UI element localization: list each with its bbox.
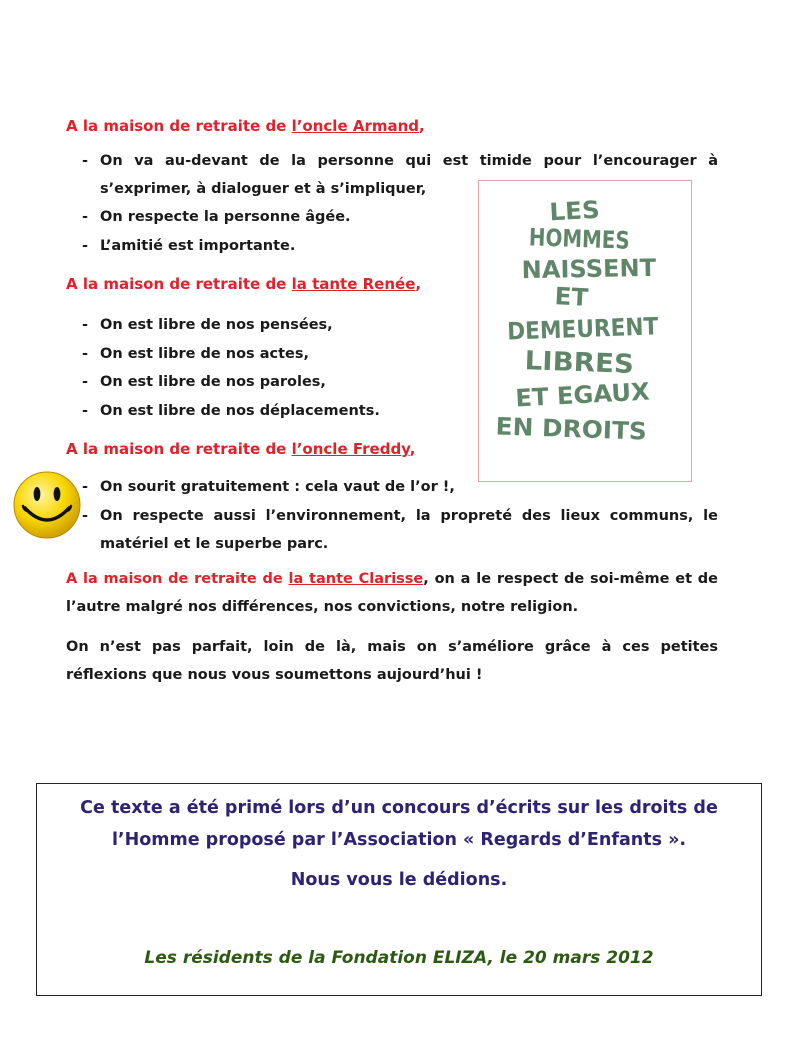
dedication-line-3: Nous vous le dédions. [290, 870, 508, 890]
artwork-lettering [479, 181, 690, 480]
signature: Les résidents de la Fondation ELIZA, le 20 mars 2012 [144, 948, 654, 968]
list-item: - On est libre de nos actes, [82, 340, 380, 369]
section-heading-freddy: A la maison de retraite de l’oncle Freddy, [66, 440, 416, 458]
artwork-line: LES [548, 195, 600, 227]
dedication-line-1: Ce texte a été primé lors d’un concours d’écrits sur les droits de [80, 798, 718, 818]
list-item: - On sourit gratuitement : cela vaut de l’or !, [82, 473, 718, 502]
artwork-human-rights [478, 180, 692, 482]
section-heading-renee: A la maison de retraite de la tante Renée, [66, 275, 422, 293]
dedication-line-2: l’Homme proposé par l’Association « Regards d’Enfants ». [111, 830, 687, 850]
section-heading-armand: A la maison de retraite de l’oncle Armand, [66, 117, 425, 135]
list-freddy [82, 473, 718, 558]
artwork-line: NAISSENT [521, 253, 656, 285]
list-item: - On est libre de nos pensées, [82, 311, 380, 340]
smiley-face-icon [12, 470, 82, 540]
artwork-line: LIBRES [524, 346, 628, 380]
paragraph-closing: On n’est pas parfait, loin de là, mais on s’améliore grâce à ces petites réflexions que nous vous soumettons aujourd’hui ! [66, 639, 718, 683]
list-item: - L’amitié est importante. [82, 232, 718, 261]
paragraph-clarisse: A la maison de retraite de la tante Clarisse, on a le respect de soi-même et de l’autre malgré nos différences, nos convictions, notre religion. [66, 571, 719, 615]
list-renee [82, 311, 380, 425]
artwork-line: DEMEURENT [506, 311, 675, 346]
dedication-box [36, 783, 762, 996]
list-item: - On va au-devant de la personne qui est timide pour l’encourager à s’exprimer, à dialoguer et à s’impliquer, [82, 147, 718, 203]
list-item: - On est libre de nos déplacements. [82, 397, 380, 426]
artwork-line: HOMMES [528, 223, 652, 256]
list-item: - On est libre de nos paroles, [82, 368, 380, 397]
artwork-line: EN DROITS [495, 412, 643, 446]
artwork-line: ET EGAUX [514, 377, 650, 413]
artwork-line: ET [553, 282, 589, 312]
list-item: - On respecte aussi l’environnement, la propreté des lieux communs, le matériel et le superbe parc. [82, 502, 718, 558]
list-item: - On respecte la personne âgée. [82, 203, 718, 232]
